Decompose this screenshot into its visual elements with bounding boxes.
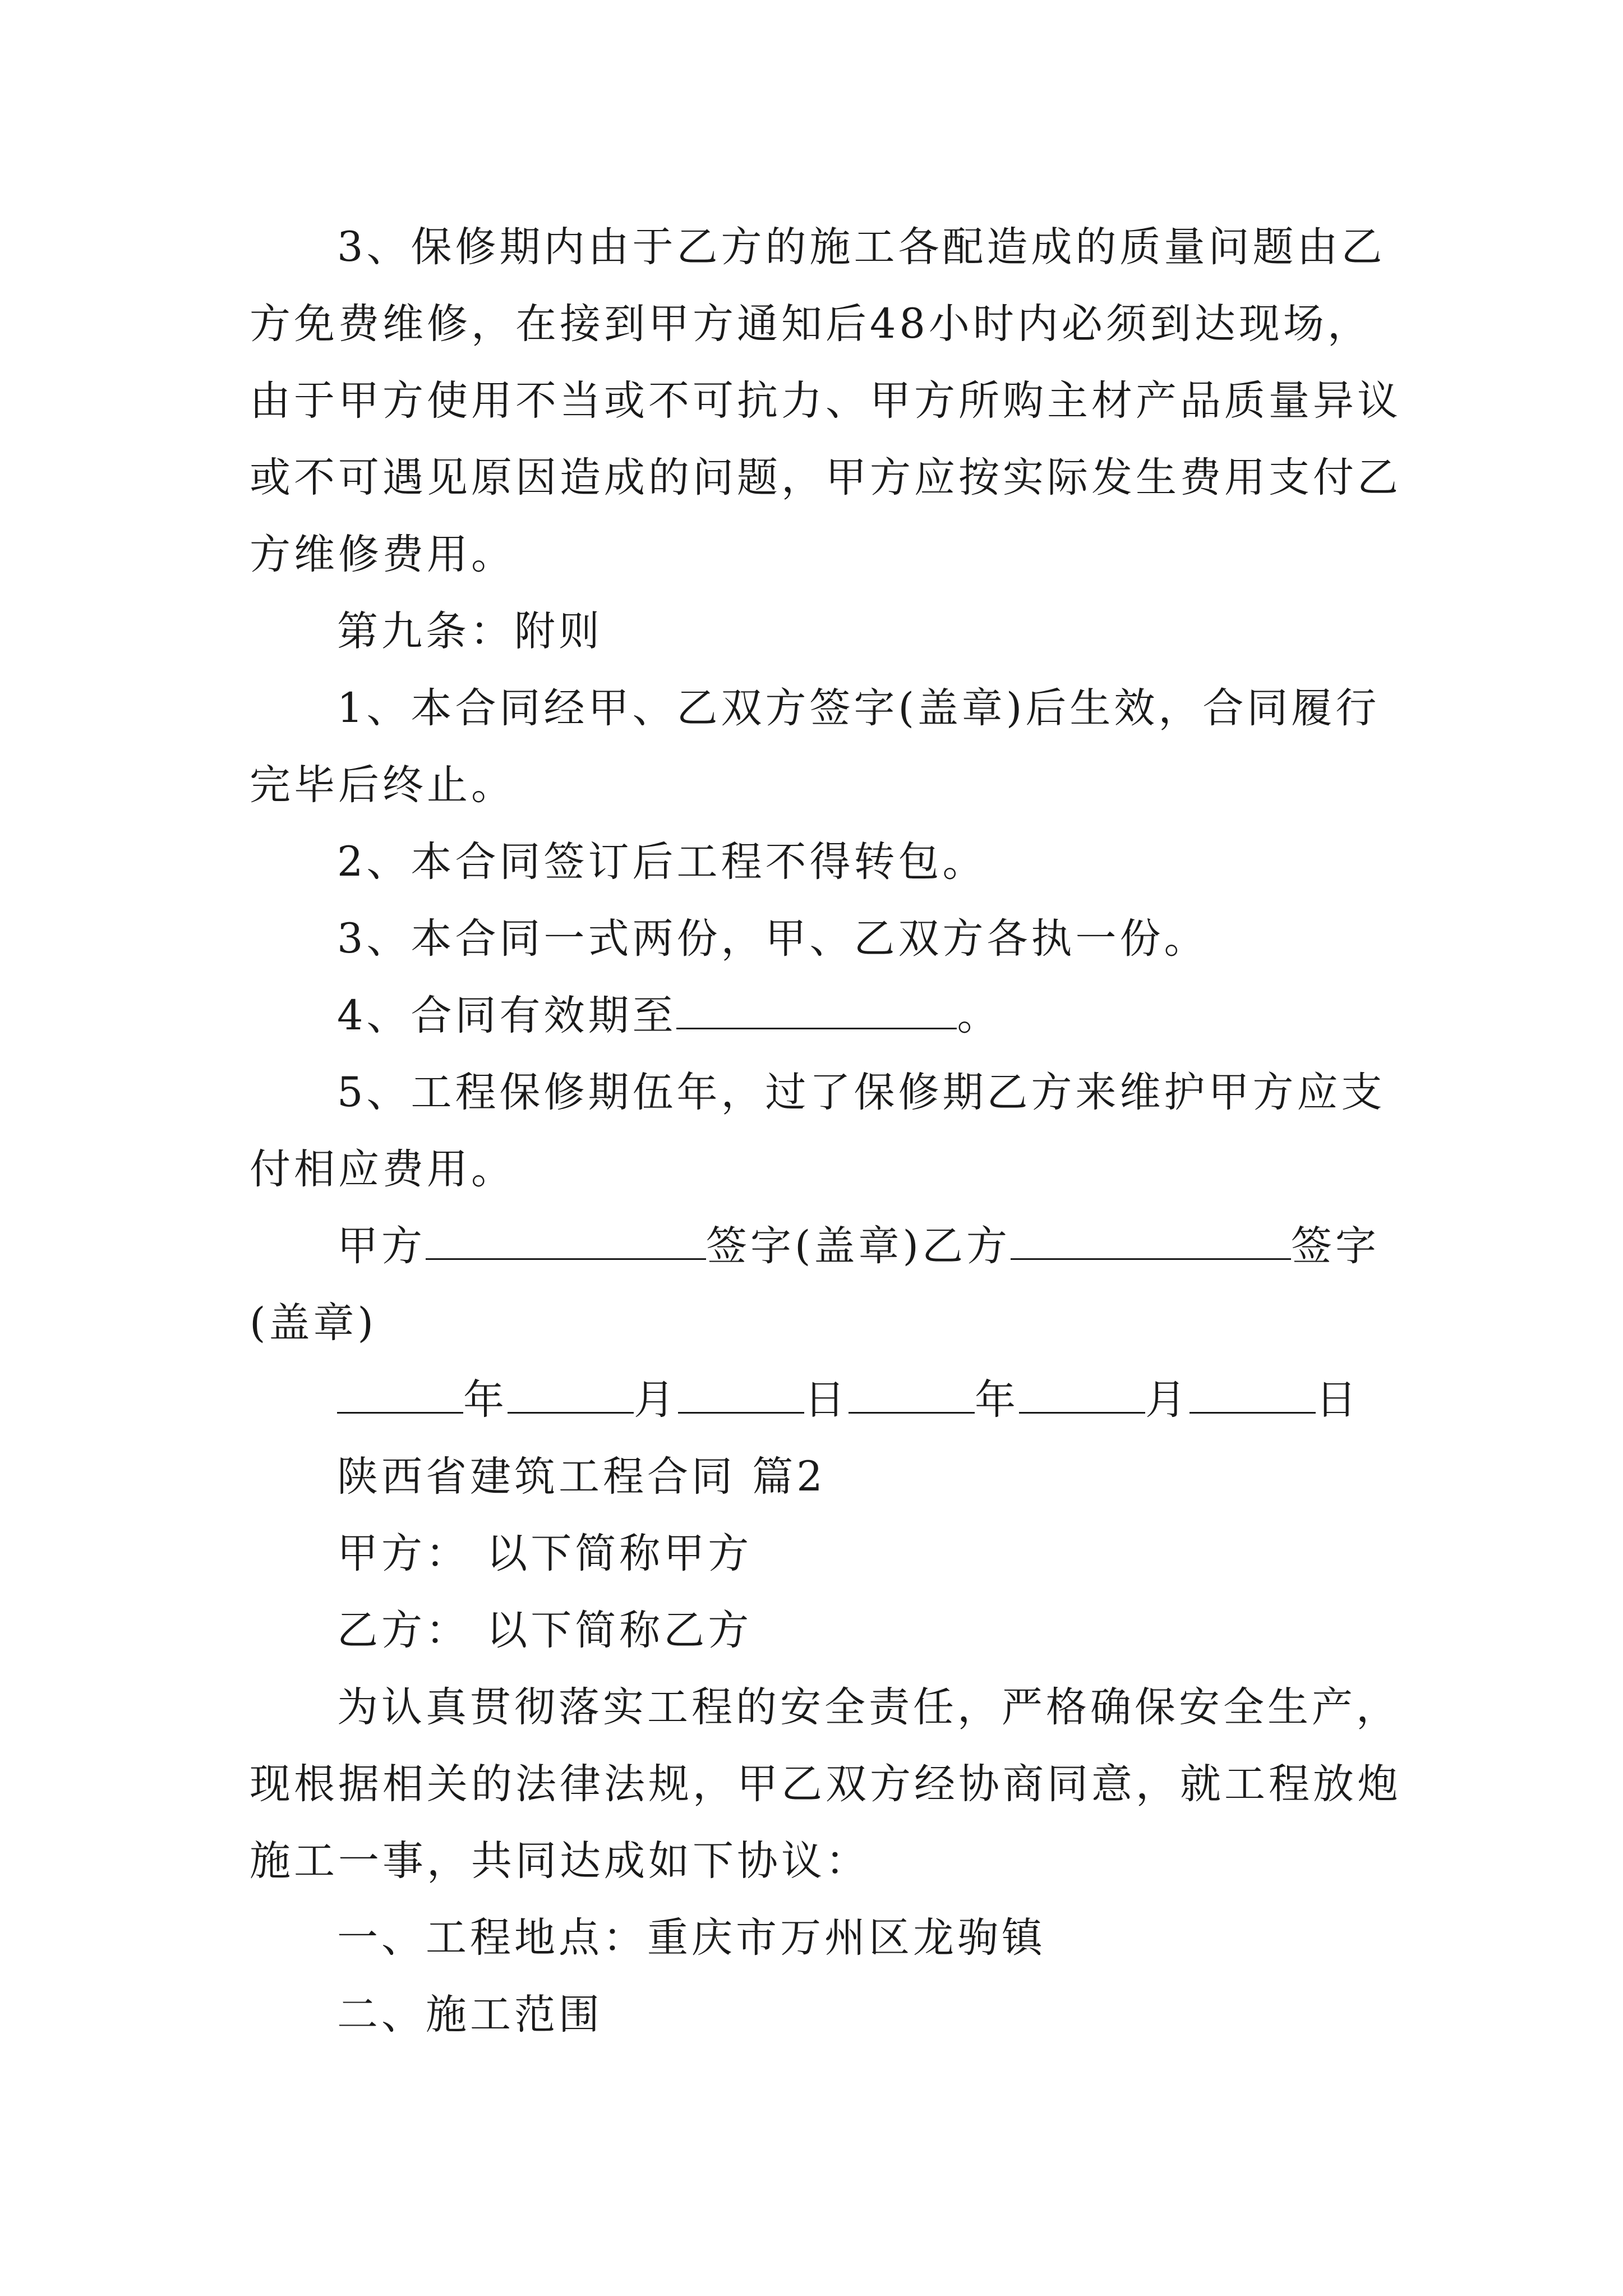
text-line: 一、工程地点：重庆市万州区龙驹镇 xyxy=(337,1914,1046,1962)
paragraph-clause-5 xyxy=(250,1054,1388,1208)
text-line: 3、本合同一式两份，甲、乙双方各执一份。 xyxy=(337,915,1209,963)
text-line xyxy=(250,977,1388,1054)
text-line: 付相应费用。 xyxy=(250,1145,515,1193)
party-a-line xyxy=(250,1515,1388,1592)
text-segment: 4、合同有效期至 xyxy=(337,992,677,1039)
text-line: 1、本合同经甲、乙双方签字(盖章)后生效，合同履行 xyxy=(337,684,1380,732)
signature-block xyxy=(250,1208,1388,1361)
text-line: 为认真贯彻落实工程的安全责任，严格确保安全生产， xyxy=(337,1683,1400,1731)
blank-field-month-a[interactable] xyxy=(508,1376,634,1414)
text-line: 2、本合同签订后工程不得转包。 xyxy=(337,838,987,886)
text-segment: 日 xyxy=(1316,1376,1360,1424)
text-line: 3、保修期内由于乙方的施工各配造成的质量问题由乙 xyxy=(337,223,1386,271)
blank-field-validity-date[interactable] xyxy=(676,992,957,1029)
blank-field-party-b[interactable] xyxy=(1011,1222,1291,1260)
blank-field-day-b[interactable] xyxy=(1189,1376,1316,1414)
section-heading-article-9 xyxy=(250,593,1388,670)
paragraph-construction-scope xyxy=(250,1976,1388,2053)
text-line: 或不可遇见原因造成的问题，甲方应按实际发生费用支付乙 xyxy=(250,454,1401,501)
blank-field-month-b[interactable] xyxy=(1019,1376,1145,1414)
text-segment: 甲方 xyxy=(337,1222,426,1270)
text-line: 完毕后终止。 xyxy=(250,761,515,809)
paragraph-clause-3 xyxy=(250,900,1388,977)
text-line: 施工一事，共同达成如下协议： xyxy=(250,1837,870,1885)
text-line: 现根据相关的法律法规，甲乙双方经协商同意，就工程放炮 xyxy=(250,1760,1401,1808)
party-b-line xyxy=(250,1592,1388,1669)
text-line xyxy=(250,1208,1388,1285)
paragraph-clause-2 xyxy=(250,823,1388,900)
paragraph-warranty-repair xyxy=(250,209,1401,593)
text-line: 5、工程保修期伍年，过了保修期乙方来维护甲方应支 xyxy=(337,1069,1386,1116)
text-segment: 月 xyxy=(634,1376,678,1424)
text-line: 乙方： 以下简称乙方 xyxy=(337,1607,753,1654)
paragraph-clause-4 xyxy=(250,977,1388,1054)
text-segment: 年 xyxy=(463,1376,508,1424)
text-segment: 。 xyxy=(957,992,1002,1039)
text-line: 二、施工范围 xyxy=(337,1991,603,2039)
text-segment: 年 xyxy=(975,1376,1019,1424)
document-body xyxy=(250,209,1401,2053)
paragraph-preamble xyxy=(250,1669,1401,1899)
section-title-contract-2 xyxy=(250,1438,1388,1515)
text-line: 由于甲方使用不当或不可抗力、甲方所购主材产品质量异议 xyxy=(250,377,1401,425)
date-line xyxy=(250,1361,1388,1438)
blank-field-party-a[interactable] xyxy=(426,1222,706,1260)
blank-field-year-b[interactable] xyxy=(849,1376,975,1414)
text-segment: 日 xyxy=(804,1376,849,1424)
blank-field-day-a[interactable] xyxy=(678,1376,804,1414)
text-line: 甲方： 以下简称甲方 xyxy=(337,1530,753,1577)
paragraph-project-location xyxy=(250,1899,1388,1976)
text-segment: 签字 xyxy=(1290,1222,1380,1270)
text-line: 陕西省建筑工程合同 篇2 xyxy=(337,1453,826,1501)
text-line xyxy=(250,1361,1388,1438)
paragraph-clause-1 xyxy=(250,670,1388,823)
text-segment: 月 xyxy=(1145,1376,1189,1424)
text-segment: 签字(盖章)乙方 xyxy=(706,1222,1011,1270)
blank-field-year-a[interactable] xyxy=(337,1376,463,1414)
text-line: 方维修费用。 xyxy=(250,531,515,578)
text-line: 第九条：附则 xyxy=(337,608,603,655)
text-line: 方免费维修，在接到甲方通知后48小时内必须到达现场， xyxy=(250,300,1372,348)
text-line: (盖章) xyxy=(250,1299,377,1347)
